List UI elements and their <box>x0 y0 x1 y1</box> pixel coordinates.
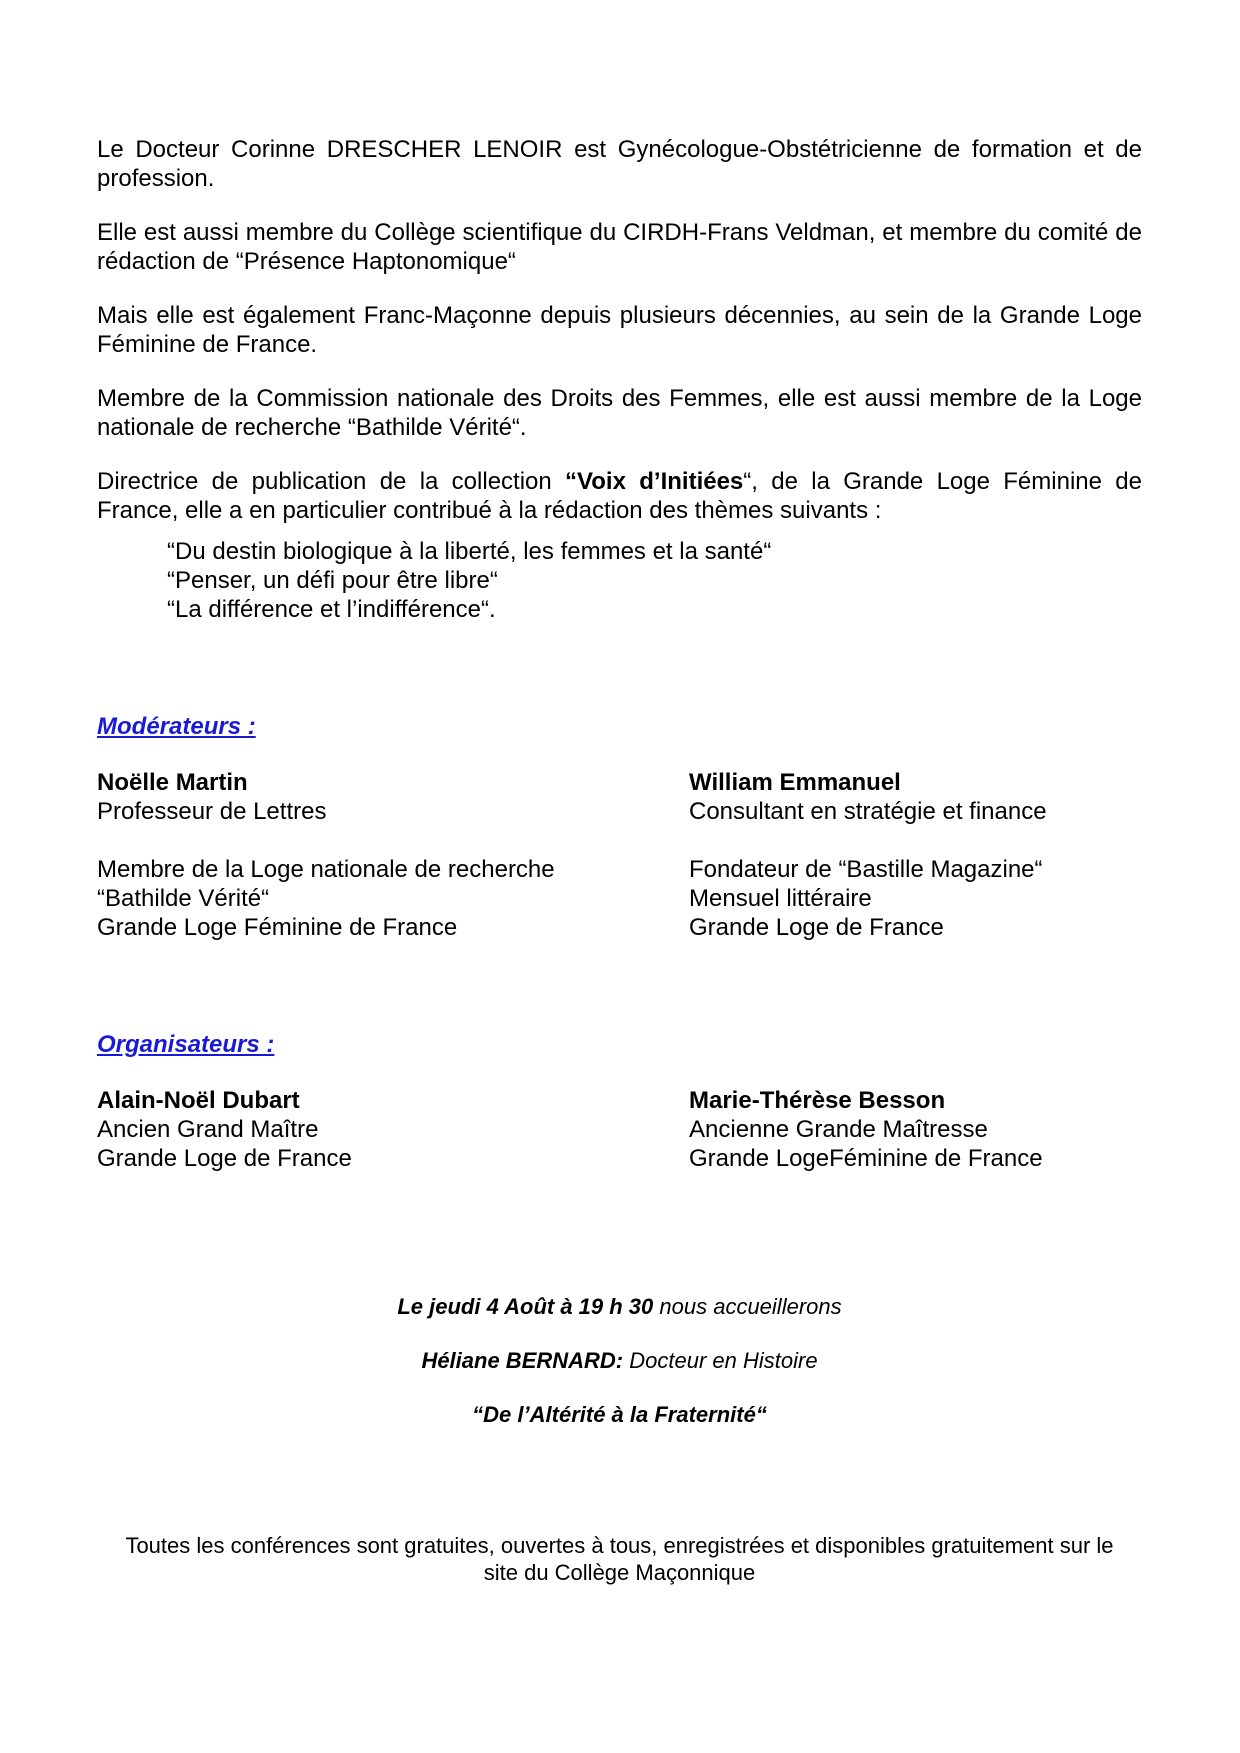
theme-item: “La différence et l’indifférence“. <box>167 596 496 623</box>
moderateur-right-line3: Grande Loge de France <box>689 914 944 941</box>
organisateurs-section <box>97 1086 1142 1173</box>
moderateurs-heading: Modérateurs : <box>97 713 256 740</box>
next-event-talk-title: “De l’Altérité à la Fraternité“ <box>472 1402 767 1427</box>
organisateurs-heading: Organisateurs : <box>97 1031 275 1058</box>
organisateur-left-line1: Grande Loge de France <box>97 1145 352 1172</box>
moderateur-left-line1: Membre de la Loge nationale de recherche <box>97 856 555 883</box>
next-event <box>97 1293 1142 1428</box>
moderateur-right <box>689 768 1142 942</box>
next-event-date-rest: nous accueillerons <box>653 1294 842 1319</box>
moderateur-left-role: Professeur de Lettres <box>97 798 327 825</box>
organisateur-left-role: Ancien Grand Maître <box>97 1116 319 1143</box>
organisateur-right-line1: Grande LogeFéminine de France <box>689 1145 1043 1172</box>
bio-paragraph-2: Elle est aussi membre du Collège scientifique du CIRDH-Frans Veldman, et membre du comité de rédaction de “Présence Haptonomique“ <box>97 219 1142 275</box>
themes-list <box>167 537 1142 624</box>
bio-paragraph-1: Le Docteur Corinne DRESCHER LENOIR est Gynécologue-Obstétricienne de formation et de profession. <box>97 136 1142 192</box>
bio-paragraph-5 <box>97 467 1142 525</box>
moderateur-right-role: Consultant en stratégie et finance <box>689 798 1047 825</box>
moderateur-left-line2: “Bathilde Vérité“ <box>97 885 270 912</box>
next-event-speaker-title: Docteur en Histoire <box>623 1348 818 1373</box>
bio-paragraph-3: Mais elle est également Franc-Maçonne depuis plusieurs décennies, au sein de la Grande Loge Féminine de France. <box>97 302 1142 358</box>
theme-item: “Penser, un défi pour être libre“ <box>167 567 498 594</box>
next-event-speaker-name: Héliane BERNARD: <box>421 1348 624 1373</box>
next-event-speaker <box>97 1347 1142 1374</box>
moderateur-right-line1: Fondateur de “Bastille Magazine“ <box>689 856 1043 883</box>
next-event-date <box>97 1293 1142 1320</box>
next-event-date-bold: Le jeudi 4 Août à 19 h 30 <box>397 1294 654 1319</box>
bio-paragraph-4: Membre de la Commission nationale des Droits des Femmes, elle est aussi membre de la Loge nationale de recherche “Bathilde Vérité“. <box>97 385 1142 441</box>
moderateur-left <box>97 768 689 942</box>
moderateur-left-name: Noëlle Martin <box>97 769 248 796</box>
organisateur-right <box>689 1086 1142 1173</box>
organisateur-right-role: Ancienne Grande Maîtresse <box>689 1116 988 1143</box>
bio-paragraph-5-end: “, de la Grande Loge Féminine de France, elle a en particulier contribué à la rédaction des thèmes suivants : <box>97 468 1142 524</box>
theme-item: “Du destin biologique à la liberté, les femmes et la santé“ <box>167 538 772 565</box>
moderateur-right-name: William Emmanuel <box>689 769 901 796</box>
organisateur-left <box>97 1086 689 1173</box>
bio-paragraph-5-start: Directrice de publication de la collection <box>97 468 566 495</box>
moderateur-left-line3: Grande Loge Féminine de France <box>97 914 458 941</box>
moderateur-right-line2: Mensuel littéraire <box>689 885 872 912</box>
collection-name: “Voix d’Initiées <box>565 468 744 495</box>
moderateurs-section <box>97 768 1142 942</box>
organisateur-right-name: Marie-Thérèse Besson <box>689 1087 946 1114</box>
footer-line-2: site du Collège Maçonnique <box>483 1560 756 1585</box>
document-page <box>97 135 1142 1586</box>
organisateur-left-name: Alain-Noël Dubart <box>97 1087 300 1114</box>
footer-note <box>97 1532 1142 1586</box>
footer-line-1: Toutes les conférences sont gratuites, ouvertes à tous, enregistrées et disponibles gratuitement sur le <box>125 1533 1114 1558</box>
